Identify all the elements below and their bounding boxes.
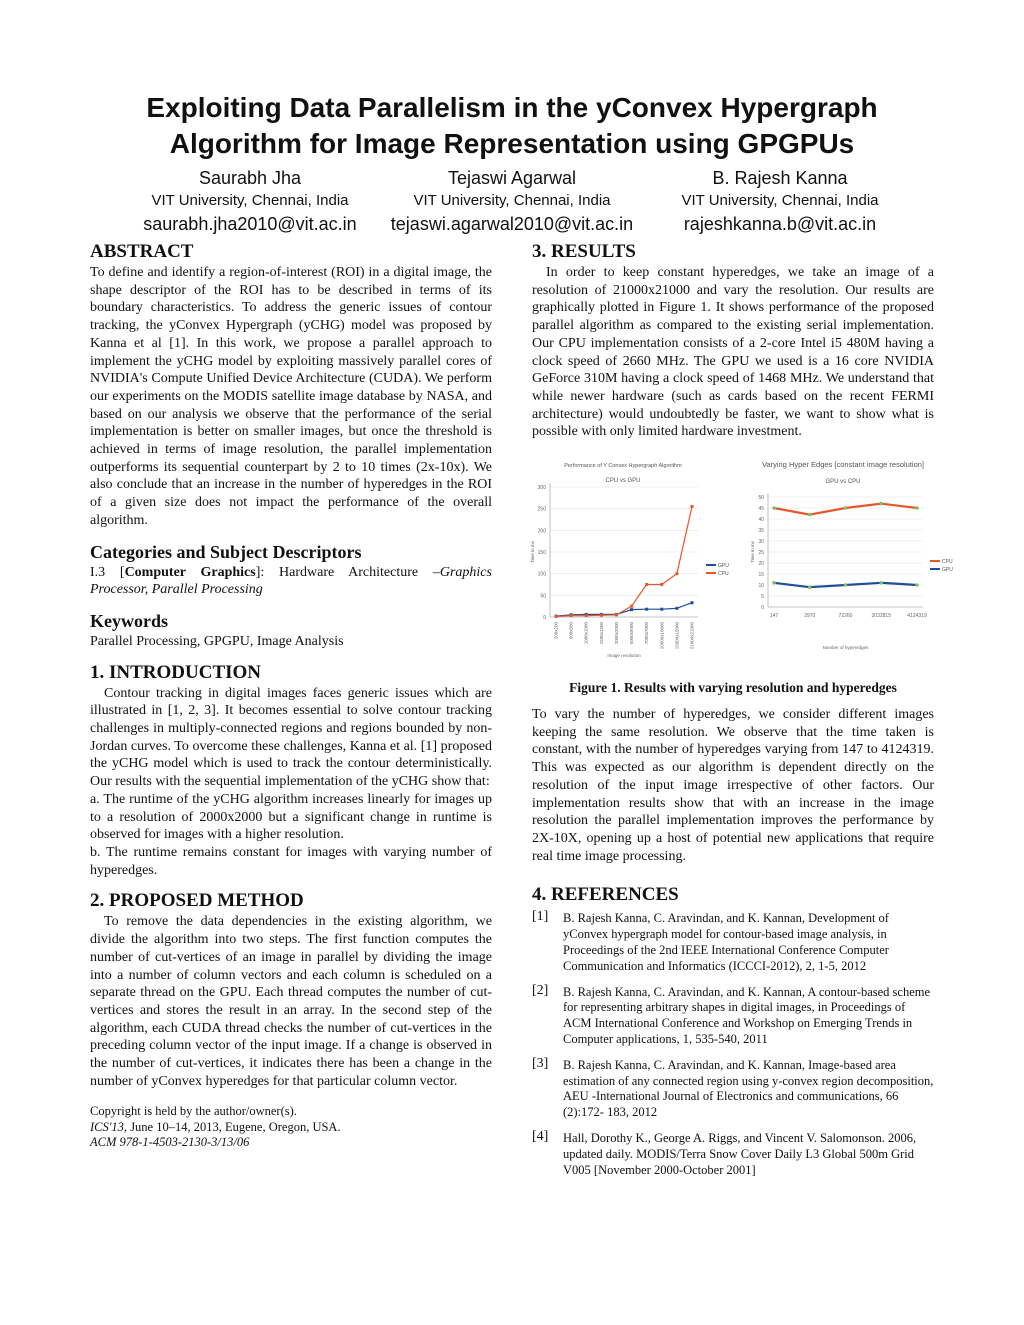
abstract-text: To define and identify a region-of-interest (ROI) in a digital image, the shape descriptor of the ROI has to be described in terms of its boundary characteristics. To address the generic issues of contour tracking, the yConvex Hypergraph (yCHG) model was proposed by Kanna et al [1]. In this work, we propose a parallel approach to implement the yCHG model by exploiting massively parallel cores of NVIDIA's Compute Unified Device Architecture (CUDA). We perform our experiments on the MODIS satellite image database by NASA, and based on our analysis we observe that the performance of the serial implementation is better on smaller images, but once the threshold is achieved in terms of image resolution, the parallel implementation outperforms its sequential counterpart by 2 to 10 times (2x-10x). We also conclude that an increase in the number of hyperedges in the ROI of a given size does not impact the performance of the overall algorithm. (90, 265, 492, 528)
categories-heading: Categories and Subject Descriptors (90, 541, 362, 562)
data-point-cpu (570, 614, 573, 617)
reference-item (532, 1128, 934, 1178)
y-tick-label: 10 (758, 583, 764, 590)
title-line-2: Algorithm for Image Representation using GPGPUs (169, 128, 855, 159)
y-tick-label: 300 (537, 485, 546, 492)
author-name: Tejaswi Agarwal (447, 168, 577, 188)
acm-line: ACM 978-1-4503-2130-3/13/06 (90, 1135, 250, 1150)
right-column (530, 240, 953, 1188)
category-bold: Computer Graphics (124, 564, 256, 580)
introduction-heading: 1. INTRODUCTION (90, 661, 262, 683)
copyright-block (90, 1104, 492, 1151)
author-affiliation: VIT University, Chennai, India (151, 192, 349, 209)
data-point-cpu (808, 513, 812, 517)
series-line-gpu (556, 603, 692, 616)
data-point-gpu (844, 583, 848, 587)
y-tick-label: 250 (537, 506, 546, 513)
y-tick-label: 35 (758, 528, 764, 535)
x-tick-label: 2000x2000 (613, 622, 619, 645)
y-tick-label: 25 (758, 550, 764, 557)
legend-label-cpu: CPU (942, 559, 953, 566)
series-line-cpu (556, 507, 692, 617)
author-email: tejaswi.agarwal2010@vit.ac.in (390, 214, 634, 234)
reference-item (532, 982, 934, 1048)
reference-item (532, 1055, 934, 1121)
references-heading: 4. REFERENCES (532, 884, 679, 906)
paper-title (60, 90, 964, 162)
data-point-gpu (691, 601, 694, 604)
x-tick-label: 7000x7000 (644, 622, 650, 645)
conference-details: June 10–14, 2013, Eugene, Oregon, USA. (127, 1119, 341, 1134)
x-tick-label: 200x200 (553, 622, 559, 640)
y-tick-label: 0 (543, 615, 546, 622)
reference-number: [1] (532, 909, 549, 925)
data-point-cpu (615, 613, 618, 616)
x-tick-label: 3032815 (871, 613, 891, 620)
reference-item (532, 911, 934, 974)
y-tick-label: 20 (758, 561, 764, 568)
data-point-gpu (645, 608, 648, 611)
x-tick-label: 15000x15000 (674, 622, 680, 650)
data-point-gpu (772, 581, 776, 585)
author-affiliation: VIT University, Chennai, India (413, 192, 611, 209)
y-tick-label: 0 (761, 605, 764, 612)
keywords-heading: Keywords (90, 610, 168, 631)
y-axis-label: Time in ms (750, 541, 755, 563)
data-point-cpu (555, 615, 558, 618)
figure-charts (528, 457, 968, 672)
introduction-point-b: b. The runtime remains constant for images with varying number of hyperedges. (90, 844, 492, 878)
reference-text: B. Rajesh Kanna, C. Aravindan, and K. Kannan, Development of yConvex hypergraph model for contour-based image analysis, in Proceedings of the 2nd IEEE International Conference Computer Communication and Informatics (ICCCI-2012), 2, 1-5, 2012 (563, 911, 889, 973)
title-line-1: Exploiting Data Parallelism in the yConvex Hypergraph (146, 92, 878, 123)
author-name: Saurabh Jha (198, 168, 302, 188)
keywords-text: Parallel Processing, GPGPU, Image Analysis (90, 633, 344, 649)
figure-caption: Figure 1. Results with varying resolution and hyperedges (569, 680, 897, 696)
data-point-gpu (915, 583, 919, 587)
method-paragraph: To remove the data dependencies in the existing algorithm, we divide the algorithm into two steps. The first function computes the number of cut-vertices of an image in parallel by dividing the image into a number of column vectors and each column is scheduled on a separate thread on the GPU. Each thread computes the number of cut-vertices and stores the result in an array. In the second step of the algorithm, each CUDA thread checks the number of cut-vertices in the preceding column vector of the input image. If a change is observed in the number of cut-vertices, it indicates there has been a change in the number of yConvex hyperedges for that particular column vector. (90, 914, 492, 1089)
y-tick-label: 40 (758, 517, 764, 524)
chart-subtitle: GPU vs CPU (825, 479, 861, 486)
author-3 (630, 166, 930, 236)
x-tick-label: 5000x5000 (629, 622, 635, 645)
author-email: saurabh.jha2010@vit.ac.in (143, 214, 357, 234)
x-tick-label: 1000x1000 (583, 622, 589, 645)
category-rest: ]: Hardware Architecture – (255, 564, 440, 580)
data-point-cpu (600, 614, 603, 617)
y-tick-label: 45 (758, 506, 764, 513)
results-paragraph-1: In order to keep constant hyperedges, we take an image of a resolution of 21000x21000 and vary the resolution. Our results are graphically plotted in Figure 1. It shows performance of the proposed parallel algorithm as compared to the existing serial implementation. Our CPU implementation consists of a 2-core Intel i5 480M having a clock speed of 2660 MHz. The GPU we used is a 16 core NVIDIA GeForce 310M having a clock speed of 1468 MHz. We understand that while newer hardware (such as cards based on the recent FERMI architecture) would undoubtedly be faster, we want to show what is possible with only limited hardware investment. (532, 265, 934, 440)
data-point-gpu (630, 608, 633, 611)
x-axis-label: Number of hyperedges (822, 645, 869, 651)
y-tick-label: 50 (540, 593, 546, 600)
reference-text: Hall, Dorothy K., George A. Riggs, and Vincent V. Salomonson. 2006, updated daily. MODIS/Terra Snow Cover Daily L3 Global 500m Grid V005 [November 2000-October 2001] (563, 1130, 917, 1177)
author-1 (100, 166, 400, 236)
x-tick-label: 72260 (838, 613, 853, 620)
data-point-cpu (772, 506, 776, 510)
conference-line (90, 1120, 492, 1136)
y-tick-label: 50 (758, 495, 764, 502)
data-point-cpu (630, 605, 633, 608)
introduction-point-a: a. The runtime of the yCHG algorithm increases linearly for images up to a resolution of 2000x2000 but a significant change in runtime is observed for images with a higher resolution. (90, 791, 492, 843)
x-tick-label: 2970 (804, 613, 816, 620)
data-point-cpu (585, 614, 588, 617)
data-point-cpu (675, 572, 678, 575)
y-axis-label: Time in ms (530, 541, 535, 563)
conference-name: ICS'13, (90, 1119, 128, 1134)
abstract-heading: ABSTRACT (90, 241, 194, 262)
y-tick-label: 150 (537, 550, 546, 557)
x-tick-label: 500x500 (568, 622, 574, 640)
data-point-gpu (808, 585, 812, 589)
author-name: B. Rajesh Kanna (712, 168, 848, 188)
author-2 (362, 166, 662, 236)
results-heading: 3. RESULTS (532, 241, 636, 262)
reference-text: B. Rajesh Kanna, C. Aravindan, and K. Kannan, A contour-based scheme for representing arbitrary shapes in digital images, in Proceedings of ACM International Conference and Workshop on Emerging Trends in Computer applications, 1, 535-540, 2011 (563, 984, 931, 1046)
data-point-cpu (660, 583, 663, 586)
y-tick-label: 100 (537, 571, 546, 578)
category-code: I.3 [ (90, 564, 125, 580)
data-point-cpu (691, 505, 694, 508)
author-affiliation: VIT University, Chennai, India (681, 192, 879, 209)
data-point-gpu (879, 581, 883, 585)
category-italic: Graphics Processor, Parallel Processing (90, 564, 492, 598)
y-tick-label: 200 (537, 528, 546, 535)
data-point-cpu (879, 502, 883, 506)
reference-number: [4] (532, 1128, 549, 1144)
data-point-gpu (675, 607, 678, 610)
chart-subtitle: CPU vs GPU (605, 478, 641, 485)
x-tick-label: 1500x1500 (598, 622, 604, 645)
legend-label-cpu: CPU (718, 571, 729, 578)
chart-title: Varying Hyper Edges [constant image resolution] (761, 460, 925, 470)
figure-1 (528, 457, 968, 672)
y-tick-label: 30 (758, 539, 764, 546)
y-tick-label: 15 (758, 572, 764, 579)
legend-label-gpu: GPU (942, 567, 953, 574)
data-point-gpu (660, 608, 663, 611)
reference-number: [2] (532, 982, 549, 998)
data-point-cpu (645, 583, 648, 586)
x-tick-label: 4124319 (907, 613, 927, 620)
x-axis-label: Image resolution (607, 653, 641, 659)
author-email: rajeshkanna.b@vit.ac.in (683, 214, 877, 234)
x-tick-label: 10000x10000 (659, 622, 665, 650)
categories-text (90, 564, 492, 599)
copyright-line: Copyright is held by the author/owner(s). (90, 1104, 297, 1119)
results-paragraph-2: To vary the number of hyperedges, we consider different images keeping the same resolution. We observe that the time taken is constant, with the number of hyperedges varying from 147 to 4124319. This was expected as our algorithm is dependent directly on the resolution of the input image irrespective of other factors. Our implementation results show that with an increase in the image resolution the parallel implementation improves the performance by 2X-10X, opening up a host of potential new applications that require real time image processing. (532, 707, 934, 864)
introduction-paragraph: Contour tracking in digital images faces generic issues which are illustrated in [1, 2, 3]. It becomes essential to solve contour tracking challenges in multiply-connected regions and regions bounded by non-Jordan curves. To overcome these challenges, Kanna et al. [1] proposed the yCHG model which is used to track the contour deterministically. Our results with the sequential implementation of the yCHG show that: (90, 685, 492, 790)
reference-number: [3] (532, 1055, 549, 1071)
data-point-cpu (915, 506, 919, 510)
reference-text: B. Rajesh Kanna, C. Aravindan, and K. Kannan, Image-based area estimation of any connected region using y-convex region decomposition, AEU -International Journal of Electronics and communications, 66 (2):172- 183, 2012 (563, 1057, 934, 1120)
legend-label-gpu: GPU (718, 563, 729, 570)
x-tick-label: 21000x21000 (689, 622, 695, 650)
x-tick-label: 147 (769, 613, 779, 620)
chart-title: Performance of Y Convex Hypergraph Algorithm (564, 463, 682, 470)
method-heading: 2. PROPOSED METHOD (90, 890, 304, 912)
y-tick-label: 5 (761, 594, 764, 601)
left-column (90, 240, 492, 1151)
data-point-cpu (844, 506, 848, 510)
